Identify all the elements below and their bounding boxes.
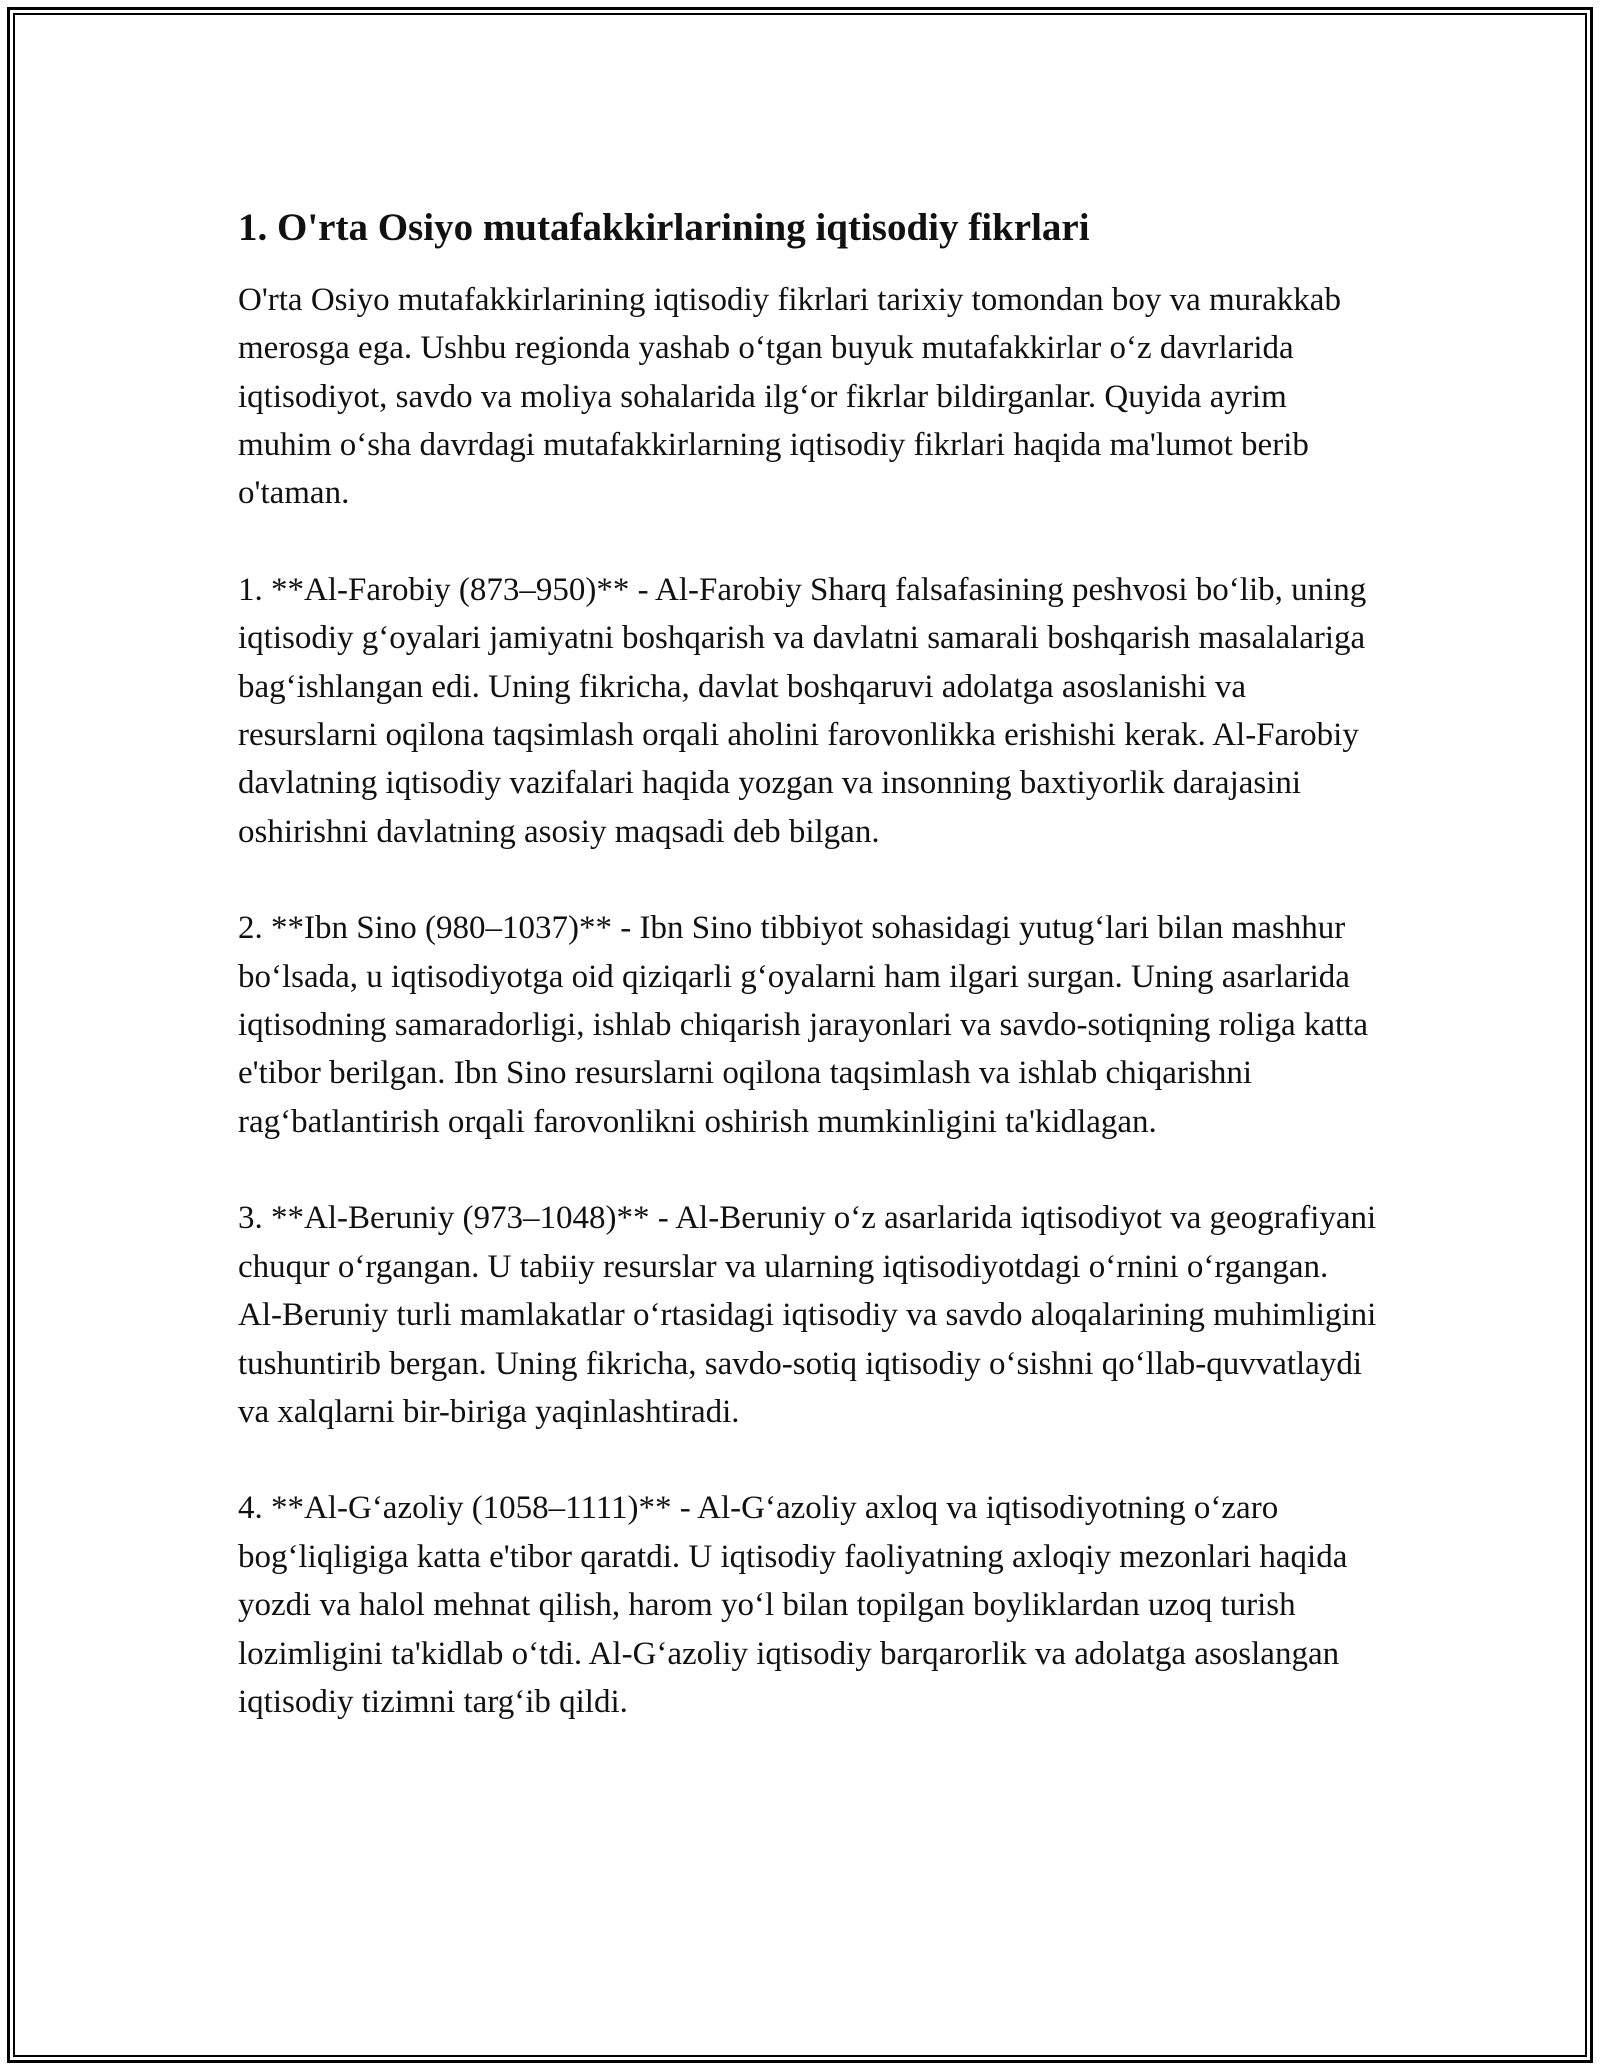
paragraph-ibn-sino: 2. **Ibn Sino (980–1037)** - Ibn Sino tibbiyot sohasidagi yutug‘lari bilan mashhur bo‘lsada, u iqtisodiyotga oid qiziqarli g‘oyalarni ham ilgari surgan. Uning asarlarida iqtisodning samaradorligi, ishlab chiqarish jarayonlari va savdo-sotiqning roliga katta e'tibor berilgan. Ibn Sino resurslarni oqilona taqsimlash va ishlab chiqarishni rag‘batlantirish orqali farovonlikni oshirish mumkinligini ta'kidlagan. xyxy=(238,910,1368,1140)
paragraph-al-beruniy: 3. **Al-Beruniy (973–1048)** - Al-Beruniy o‘z asarlarida iqtisodiyot va geografiyani chuqur o‘rgangan. U tabiiy resurslar va ularning iqtisodiyotdagi o‘rnini o‘rgangan. Al-Beruniy turli mamlakatlar o‘rtasidagi iqtisodiy va savdo aloqalarining muhimligini tushuntirib bergan. Uning fikricha, savdo-sotiq iqtisodiy o‘sishni qo‘llab-quvvatlaydi va xalqlarni bir-biriga yaqinlashtiradi. xyxy=(238,1200,1377,1430)
page-border xyxy=(7,7,1593,2063)
paragraph-al-gazoliy: 4. **Al-G‘azoliy (1058–1111)** - Al-G‘azoliy axloq va iqtisodiyotning o‘zaro bog‘liqligiga katta e'tibor qaratdi. U iqtisodiy faoliyatning axloqiy mezonlari haqida yozdi va halol mehnat qilish, harom yo‘l bilan topilgan boyliklardan uzoq turish lozimligini ta'kidlab o‘tdi. Al-G‘azoliy iqtisodiy barqarorlik va adolatga asoslangan iqtisodiy tizimni targ‘ib qildi. xyxy=(238,1490,1348,1720)
paragraph-al-farobiy: 1. **Al-Farobiy (873–950)** - Al-Farobiy Sharq falsafasining peshvosi bo‘lib, uning iqtisodiy g‘oyalari jamiyatni boshqarish va davlatni samarali boshqarish masalalariga bag‘ishlangan edi. Uning fikricha, davlat boshqaruvi adolatga asoslanishi va resurslarni oqilona taqsimlash orqali aholini farovonlikka erishishi kerak. Al-Farobiy davlatning iqtisodiy vazifalari haqida yozgan va insonning baxtiyorlik darajasini oshirishni davlatning asosiy maqsadi deb bilgan. xyxy=(238,571,1367,850)
intro-paragraph: O'rta Osiyo mutafakkirlarining iqtisodiy fikrlari tarixiy tomondan boy va murakkab merosga ega. Ushbu regionda yashab o‘tgan buyuk mutafakkirlar o‘z davrlarida iqtisodiyot, savdo va moliya sohalarida ilg‘or fikrlar bildirganlar. Quyida ayrim muhim o‘sha davrdagi mutafakkirlarning iqtisodiy fikrlari haqida ma'lumot berib o'taman. xyxy=(238,281,1341,512)
page-title: 1. O'rta Osiyo mutafakkirlarining iqtisodiy fikrlari xyxy=(238,206,1090,249)
document-body xyxy=(238,193,1388,1726)
page-border-inner xyxy=(13,13,1587,2057)
